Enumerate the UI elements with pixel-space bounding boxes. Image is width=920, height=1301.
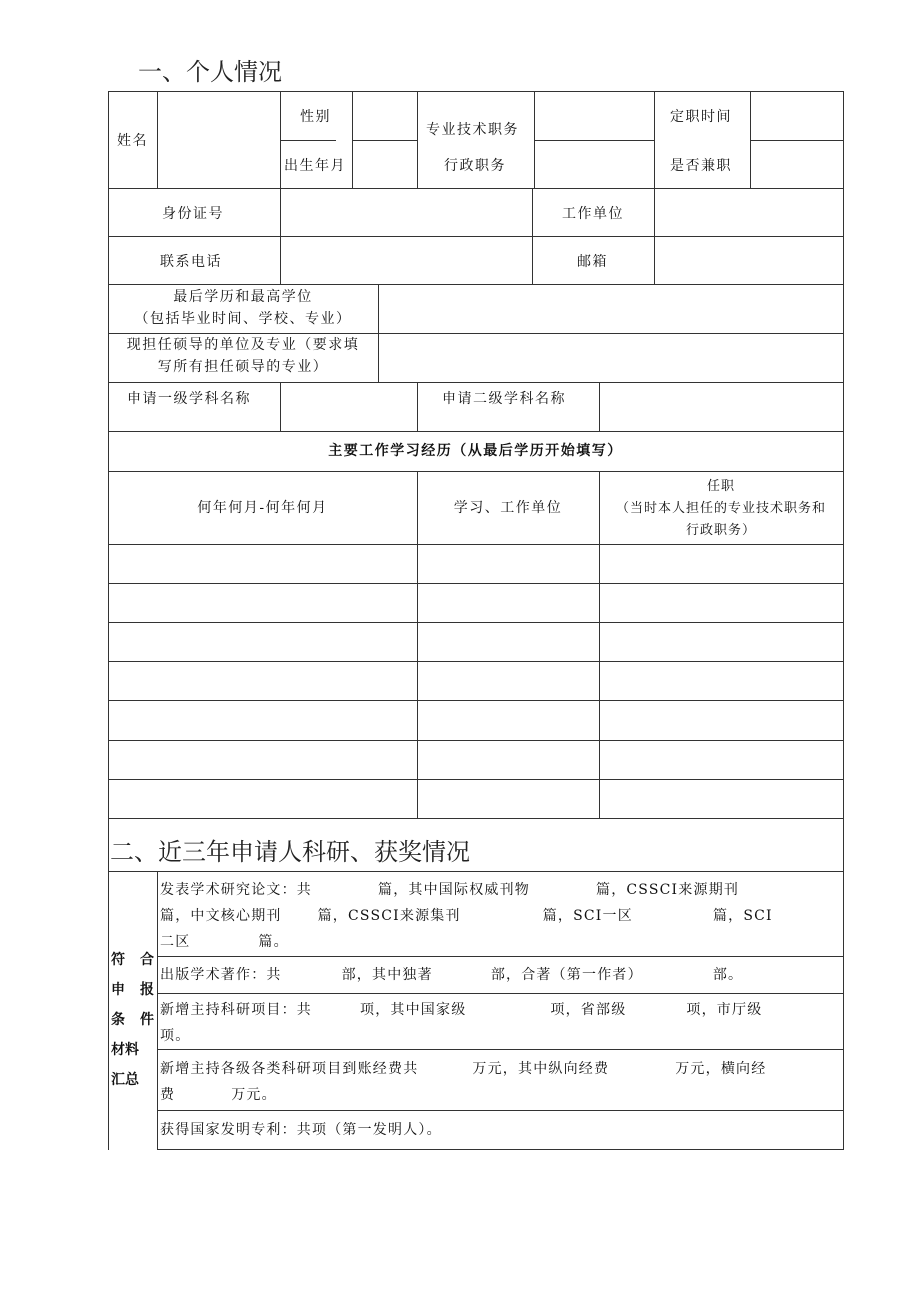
degree-field[interactable] — [379, 285, 842, 332]
experience-row[interactable] — [109, 701, 842, 739]
section1-title: 一、个人情况 — [138, 58, 282, 86]
admin-post-field[interactable] — [535, 141, 653, 187]
funding-summary[interactable]: 新增主持各级各类科研项目到账经费共 万元，其中纵向经费 万元，横向经 费 万元。 — [160, 1061, 767, 1103]
section2-title: 二、近三年申请人科研、获奖情况 — [110, 838, 470, 866]
experience-title: 主要工作学习经历（从最后学历开始填写） — [328, 443, 623, 459]
email-field[interactable] — [655, 237, 842, 283]
phone-field[interactable] — [281, 237, 531, 283]
books-summary[interactable]: 出版学术著作：共 部，其中独著 部，合著（第一作者） 部。 — [160, 967, 744, 983]
id-number-label: 身份证号 — [162, 206, 224, 222]
part-time-label: 是否兼职 — [670, 158, 732, 174]
professional-title-field[interactable] — [535, 92, 653, 139]
work-unit-field[interactable] — [655, 189, 842, 235]
email-label: 邮箱 — [577, 254, 608, 270]
first-discipline-field[interactable] — [281, 383, 416, 430]
exp-col-position: 任职 （当时本人担任的专业技术职务和 行政职务） — [615, 479, 826, 538]
supervisor-label: 现担任硕导的单位及专业（要求填 写所有担任硕导的专业） — [126, 337, 360, 375]
experience-row[interactable] — [109, 623, 842, 660]
title-date-label: 定职时间 — [670, 109, 732, 125]
experience-row[interactable] — [109, 545, 842, 582]
gender-label: 性别 — [300, 109, 331, 125]
experience-row[interactable] — [109, 662, 842, 699]
professional-title-label: 专业技术职务 — [426, 122, 519, 138]
second-discipline-label: 申请二级学科名称 — [442, 391, 566, 407]
name-field[interactable] — [158, 92, 279, 187]
admin-post-label: 行政职务 — [444, 158, 506, 174]
name-label: 姓名 — [117, 133, 148, 149]
work-unit-label: 工作单位 — [562, 206, 624, 222]
papers-summary[interactable]: 发表学术研究论文：共 篇，其中国际权威刊物 篇，CSSCI来源期刊 篇，中文核心期刊 篇，CSSCI来源集刊 篇，SCI一区 篇，SCI 二区 篇。 — [160, 882, 773, 950]
part-time-field[interactable] — [751, 141, 842, 187]
patent-summary[interactable]: 获得国家发明专利：共项（第一发明人）。 — [160, 1122, 442, 1138]
first-discipline-label: 申请一级学科名称 — [127, 391, 251, 407]
phone-label: 联系电话 — [160, 254, 222, 270]
title-date-field[interactable] — [751, 92, 842, 139]
gender-field[interactable] — [353, 92, 416, 139]
birth-date-label: 出生年月 — [284, 158, 346, 174]
id-number-field[interactable] — [281, 189, 531, 235]
second-discipline-field[interactable] — [600, 383, 842, 430]
exp-col-period: 何年何月-何年何月 — [197, 500, 328, 516]
birth-date-field[interactable] — [353, 141, 416, 187]
supervisor-field[interactable] — [379, 334, 842, 381]
exp-col-unit: 学习、工作单位 — [453, 500, 563, 516]
criteria-side-label: 符 合 申 报 条 件 材料 汇总 — [111, 952, 154, 1088]
experience-row[interactable] — [109, 584, 842, 621]
experience-row[interactable] — [109, 780, 842, 817]
degree-label: 最后学历和最高学位 （包括毕业时间、学校、专业） — [134, 289, 352, 327]
experience-row[interactable] — [109, 741, 842, 778]
projects-summary[interactable]: 新增主持科研项目：共 项，其中国家级 项，省部级 项，市厅级 项。 — [160, 1002, 763, 1044]
